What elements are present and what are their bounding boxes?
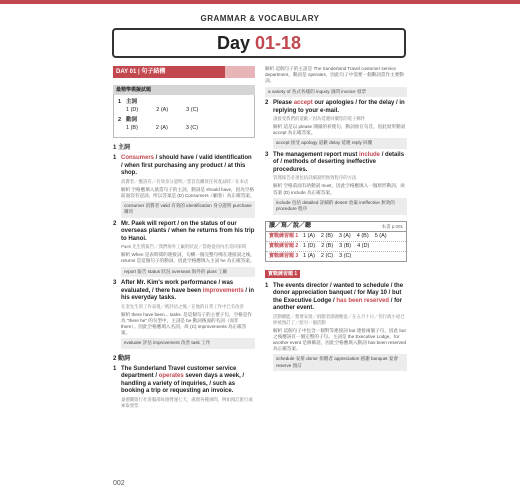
question-text (121, 280, 255, 303)
day-header: DAY 01 | 句子結構 (113, 66, 255, 78)
question-answer-highlight: operates (158, 373, 184, 380)
translation: Paek 先生將報告／我們海外工廠的狀況／當他從河內出差回來時 (121, 244, 247, 250)
answer-value: 3 (C) (339, 252, 352, 259)
answer-key-row (266, 242, 406, 252)
mock-item (118, 116, 250, 124)
answer-key-values (303, 232, 403, 241)
answer-value: 2 (B) (321, 242, 334, 249)
day-prefix: Day (216, 33, 255, 53)
explanation: 解析 這是以 please 開頭的祈使句，動詞放在句首，因此原形動詞 accept 為正確答案。 (273, 124, 406, 136)
question-text-pre: The Sunderland Travel customer service department / (121, 365, 237, 380)
question-text-post: seven days a week, / handling a variety of inquiries, / such as booking a trip or requesting an invoice. (121, 373, 245, 395)
mock-answer: 3 (C) (186, 107, 199, 113)
answer-value: 3 (A) (338, 232, 351, 239)
vocabulary-box: include 包括 detailed 詳細的 desert 放棄 ineffective 無效的 procedure 程序 (273, 198, 407, 215)
question-answer-highlight: include (359, 151, 381, 158)
vocabulary-box: accept 接受 apology 道歉 delay 延遲 reply 回覆 (273, 138, 407, 148)
question-text-pre: After Mr. Kim's work performance / was evaluated, / there have been (121, 280, 234, 294)
mock-answers (118, 124, 250, 132)
answer-value: 1 (A) (303, 252, 315, 259)
mock-item-number: 1 (118, 99, 122, 105)
question-number: 2 (113, 220, 117, 227)
question-text-post: / should have / valid identification / when first purchasing any product / at this shop. (121, 155, 252, 176)
answer-value: 2 (C) (320, 252, 334, 259)
vocabulary-box: report 報告 status 狀況 overseas 海外的 plant 工廠 (121, 267, 255, 277)
question-answer-highlight: Consumers (121, 155, 155, 161)
question (265, 152, 407, 175)
question-text-pre: The events director / wanted to schedule / the donor appreciation banquet / for May 10 / but the Executive Lodge / (273, 282, 404, 304)
question (113, 155, 255, 178)
answer-value: 4 (D) (357, 242, 370, 249)
section-label: GRAMMAR & VOCABULARY (200, 14, 320, 23)
question-text-post: / details of / methods of deserting ineffective procedures. (273, 151, 405, 173)
vocabulary-box: evaluate 評估 improvement 改善 task 工作 (121, 338, 255, 348)
question (113, 280, 255, 303)
question-text-pre: Please (273, 100, 294, 107)
answer-key-page-ref: 本書 p.001 (381, 223, 403, 229)
explanation: 解析 When 是表時間的連接詞，句構一個完整句嗎在連接詞之後，returns 是這個句子的動詞，因此空格應填入主詞 he 為正確答案。 (121, 252, 255, 264)
question-text-pre: The management report must (273, 151, 360, 158)
answer-key-row-label: 實戰練習題 3 (269, 252, 299, 259)
answer-value: 1 (A) (303, 232, 315, 239)
translation: 消費者／應該有／有效身分證明／當首次購買任何產品時／在本店 (121, 178, 249, 184)
answer-key-table (265, 221, 407, 262)
explanation: 解析 這個句子的主語是 The Sunderland Travel customer service department，動詞是 operates，因此句子中需要一個動詞當作主要動詞。 (265, 66, 404, 84)
group-title-verb: 2 動詞 (113, 355, 131, 362)
translation: 活動總監／想要安排／捐贈者感謝晚宴／在五月十日／但行政小屋已經被預訂了／給另一個活動 (273, 313, 405, 325)
question-answer-highlight: accept (293, 100, 313, 107)
question-text: Mr. Paek will report / on the status of our overseas plants / when he returns from his trip to Hanoi. (121, 220, 255, 242)
answer-key-row (266, 252, 406, 261)
mock-answer: 2 (A) (155, 125, 168, 131)
mock-answer: 1 (B) (126, 125, 138, 131)
explanation: 解析 there have been... tasks. 是這個句子的主要子句，空格是作為 "there be" 的句型中，主詞是 be 動詞後面的名詞（而非 there）。因此空格應填入名詞，故 (C) improvements 為正確答案。 (121, 311, 252, 336)
answer-key-values (303, 252, 403, 261)
answer-value: 3 (B) (339, 242, 352, 249)
page-title (112, 28, 406, 58)
question-text (121, 366, 255, 396)
answer-key-row (266, 232, 406, 242)
day-range: 01-18 (254, 33, 302, 53)
left-column (113, 66, 255, 409)
mock-answer: 1 (D) (126, 107, 139, 113)
answer-key-header (266, 222, 406, 232)
question-text (273, 283, 407, 313)
translation: 桑德蘭旅行社客服部每週營運七天，處理各種詢問，例如預訂旅行或索取發票 (121, 396, 253, 408)
question-number: 2 (265, 100, 269, 107)
question-text-post: / for another event. (273, 297, 403, 312)
answer-value: 5 (A) (374, 232, 387, 239)
explanation: 解析 空格前面有助動詞 must，因此空格應填入一個原形動詞，故答案 (D) include 為正確答案。 (273, 183, 405, 195)
question-text-post: our apologies / for the delay / in replying to your e-mail. (273, 100, 405, 114)
mock-item-label: 動詞 (126, 117, 138, 123)
mock-answers (118, 106, 250, 114)
answer-value: 4 (B) (356, 232, 369, 239)
mock-test-header: 最精準模擬試題 (113, 85, 255, 95)
vocabulary-box: schedule 安排 donor 捐贈者 appreciation 感謝 banquet 宴會 reserve 預訂 (273, 354, 407, 371)
question-text-post: / in his everyday tasks. (121, 287, 255, 302)
answer-value: 1 (D) (303, 242, 316, 249)
right-column (265, 66, 407, 371)
explanation: 解析 這個句子中包含一個對等連接詞 but 連接兩個子句，因此 but 之後應該有一個完整的子句。主詞是 the Executive Lodge，for another event 是修飾語，因此空格應填入動詞 has been reserved 為正確答案。 (273, 327, 407, 352)
question-text (273, 152, 407, 175)
top-accent-bar (0, 0, 520, 4)
question (265, 100, 407, 115)
question-text (273, 100, 407, 115)
vocabulary-box: consumer 消費者 valid 有效的 identification 身分證明 purchase 購買 (121, 201, 255, 218)
mock-answer: 3 (C) (185, 125, 199, 131)
mock-answer: 2 (A) (156, 107, 169, 113)
question-answer-highlight: improvements (202, 287, 244, 294)
question-number: 1 (113, 155, 117, 161)
question (113, 366, 255, 396)
answer-key-row-label: 實戰練習題 2 (269, 242, 299, 249)
mock-item (118, 98, 250, 106)
translation: 請接受我們的道歉／因為延遲回覆您的電子郵件 (273, 116, 366, 122)
question-text (121, 155, 255, 178)
page-number: 002 (113, 480, 125, 487)
question-number: 3 (265, 151, 269, 158)
vocabulary-box: a variety of 各式各樣的 inquiry 詢問 invoice 發票 (265, 87, 407, 97)
question-number: 1 (265, 282, 269, 289)
practice-tag: 實戰練習題 1 (265, 270, 300, 278)
mock-item-number: 2 (118, 117, 122, 123)
answer-value: 2 (B) (320, 232, 333, 239)
question-number: 3 (113, 280, 117, 287)
mock-test-box (113, 95, 255, 138)
mock-item-label: 主詞 (126, 99, 138, 105)
question-answer-highlight: has been reserved (336, 297, 390, 304)
explanation: 解析 空格應填入欲當句子的主詞，動詞是 should have，因為空格前面沒有冠詞，所以答案是 (D) Consumers（顧客）為正確答案。 (121, 186, 255, 198)
question-number: 1 (113, 365, 117, 372)
answer-key-row-label: 實戰練習題 1 (269, 232, 299, 239)
translation: 在金先生的工作表現／被評估之後／在他的日常工作中已有改善 (121, 303, 244, 309)
answer-key-values (303, 242, 403, 251)
question (265, 283, 407, 313)
translation: 管理報告必須包括詳細說明無效程序的方法 (273, 175, 357, 181)
answer-key-title: 讀／寫／說／聽 (269, 222, 312, 229)
question (113, 221, 255, 244)
group-title-subject: 1 主詞 (113, 145, 131, 151)
